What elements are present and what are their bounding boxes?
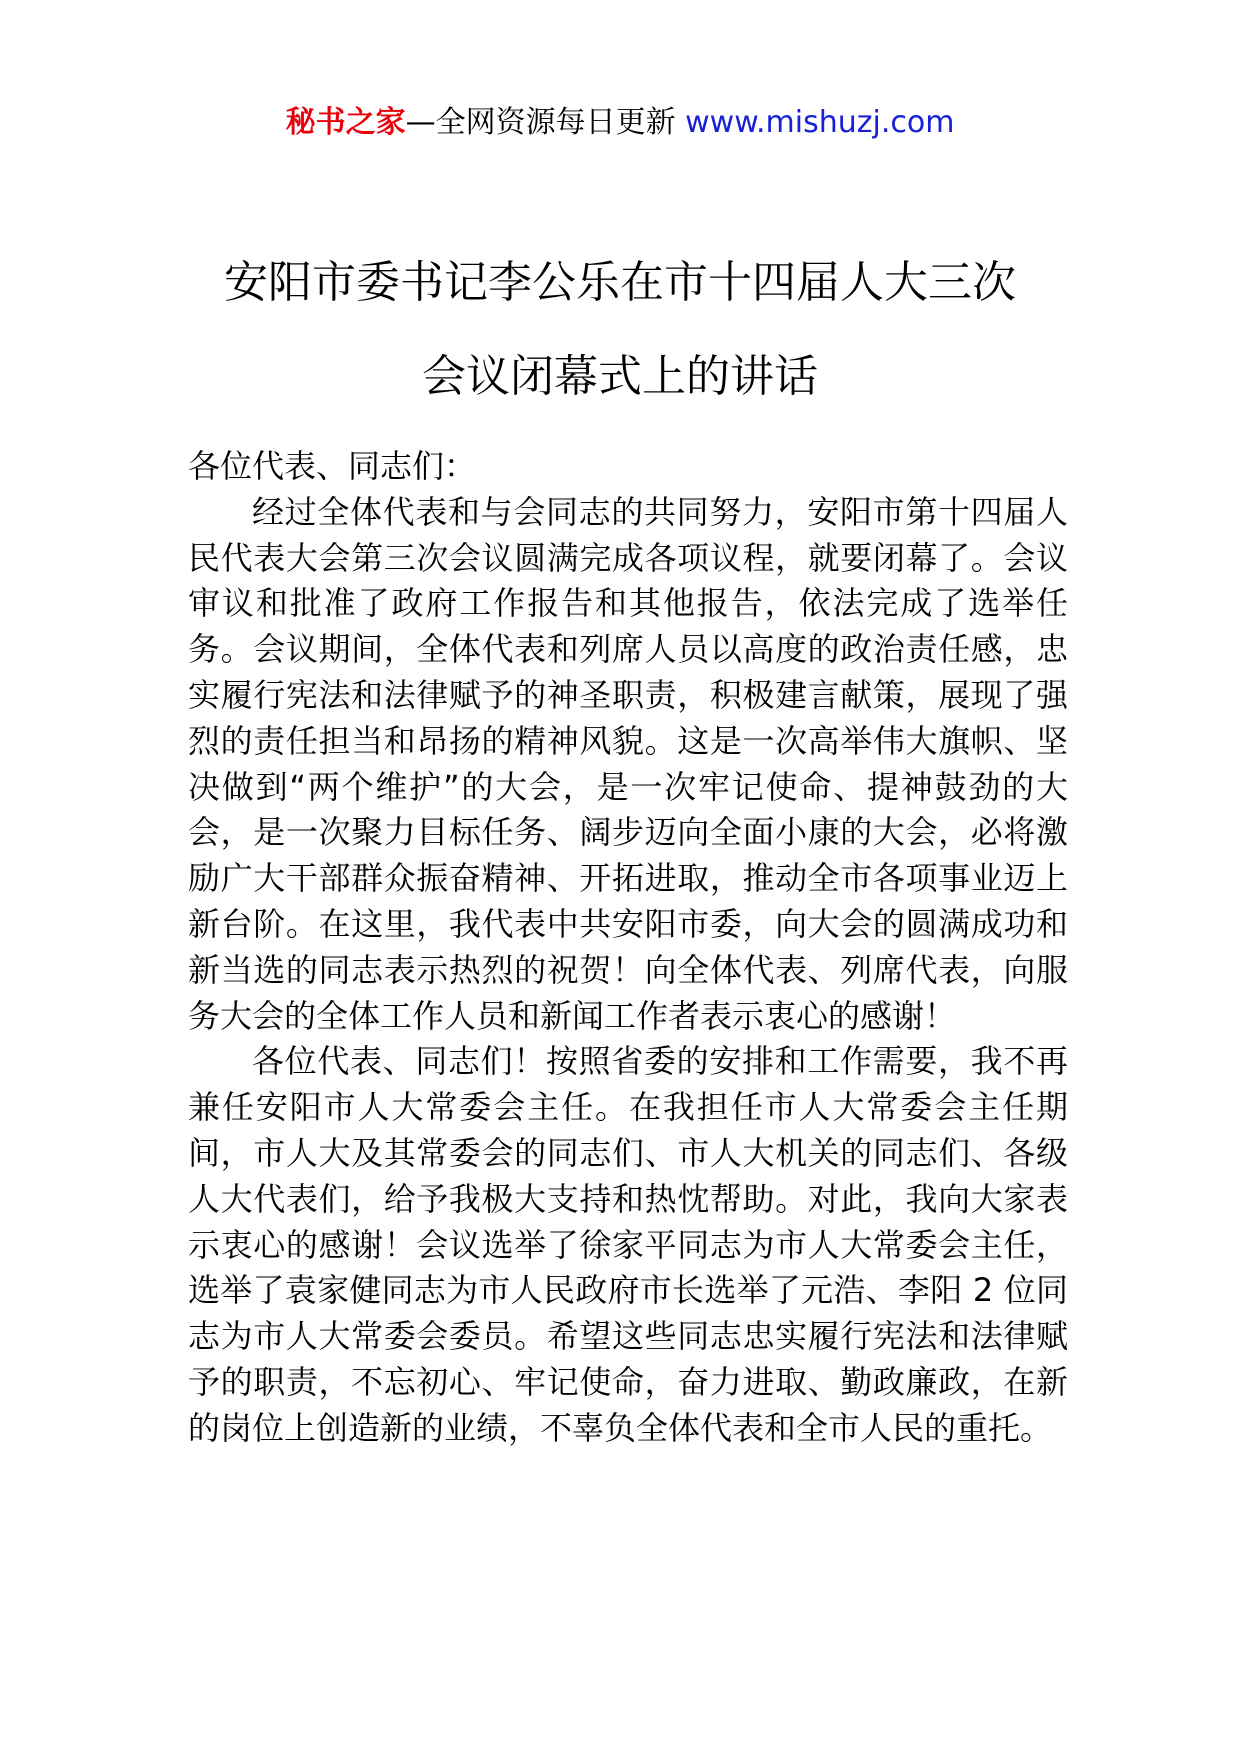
site-brand: 秘书之家 [285,105,406,140]
document-title-line-2: 会议闭幕式上的讲话 [422,351,818,402]
document-title-line-1: 安阳市委书记李公乐在市十四届人大三次 [224,257,1016,308]
body-paragraph-1: 经过全体代表和与会同志的共同努力，安阳市第十四届人民代表大会第三次会议圆满完成各项议程，就要闭幕了。会议审议和批准了政府工作报告和其他报告，依法完成了选举任务。会议期间，全体代表和列席人员以高度的政治责任感，忠实履行宪法和法律赋予的神圣职责，积极建言献策，展现了强烈的责任担当和昂扬的精神风貌。这是一次高举伟大旗帜、坚决做到“两个维护”的大会，是一次牢记使命、提神鼓劲的大会，是一次聚力目标任务、阔步迈向全面小康的大会，必将激励广大干部群众振奋精神、开拓进取，推动全市各项事业迈上新台阶。在这里，我代表中共安阳市委，向大会的圆满成功和新当选的同志表示热烈的祝贺！向全体代表、列席代表，向服务大会的全体工作人员和新闻工作者表示衷心的感谢！ [188,492,1068,1035]
site-header [0,100,1240,146]
site-url-link[interactable]: www.mishuzj.com [685,105,955,140]
body-paragraph-2: 各位代表、同志们！按照省委的安排和工作需要，我不再兼任安阳市人大常委会主任。在我担任市人大常委会主任期间，市人大及其常委会的同志们、市人大机关的同志们、各级人大代表们，给予我极大支持和热忱帮助。对此，我向大家表示衷心的感谢！会议选举了徐家平同志为市人大常委会主任，选举了袁家健同志为市人民政府市长选举了元浩、李阳 2 位同志为市人大常委会委员。希望这些同志忠实履行宪法和法律赋予的职责，不忘初心、牢记使命，奋力进取、勤政廉政，在新的岗位上创造新的业绩，不辜负全体代表和全市人民的重托。 [188,1042,1068,1447]
site-tagline: —全网资源每日更新 [405,105,676,140]
document-title [150,236,1090,424]
document-body [188,444,1068,1452]
salutation: 各位代表、同志们： [188,447,477,485]
